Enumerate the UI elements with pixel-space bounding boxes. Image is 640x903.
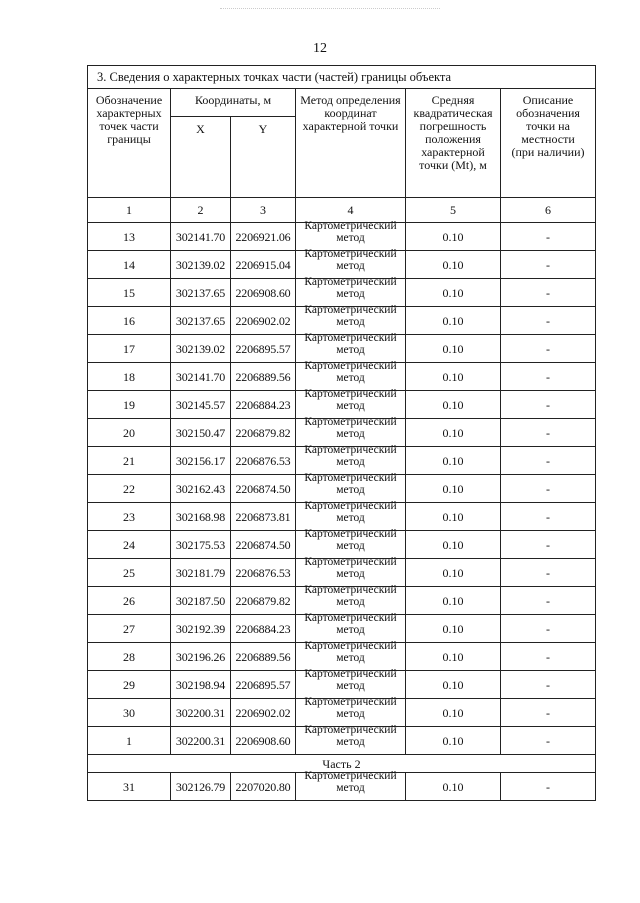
mean-square-error: 0.10 <box>406 773 501 801</box>
point-number: 21 <box>88 447 171 475</box>
mean-square-error: 0.10 <box>406 727 501 755</box>
point-description: - <box>501 671 596 699</box>
section-title: 3. Сведения о характерных точках части (частей) границы объекта <box>88 66 596 89</box>
coordinate-x: 302196.26 <box>171 643 231 671</box>
point-number: 23 <box>88 503 171 531</box>
table-row <box>88 391 596 419</box>
coordinate-x: 302198.94 <box>171 671 231 699</box>
mean-square-error: 0.10 <box>406 279 501 307</box>
column-number: 5 <box>406 198 501 223</box>
scan-artifact-line <box>220 8 440 9</box>
column-number: 3 <box>231 198 296 223</box>
method-text: Картометрический метод <box>304 388 397 412</box>
point-description: - <box>501 531 596 559</box>
method <box>296 770 406 801</box>
method-text: Картометрический метод <box>304 332 397 356</box>
table-row <box>88 223 596 251</box>
point-number: 20 <box>88 419 171 447</box>
header-method: Метод определения координат характерной точки <box>296 89 406 198</box>
header-point: Обозначение характерных точек части границы <box>88 89 171 198</box>
method <box>296 360 406 391</box>
method <box>296 696 406 727</box>
coordinate-x: 302139.02 <box>171 251 231 279</box>
header-error: Средняя квадратическая погрешность положения характерной точки (Mt), м <box>406 89 501 198</box>
mean-square-error: 0.10 <box>406 307 501 335</box>
method <box>296 472 406 503</box>
coordinate-y: 2206873.81 <box>231 503 296 531</box>
point-number: 24 <box>88 531 171 559</box>
table-row <box>88 307 596 335</box>
coordinate-x: 302141.70 <box>171 223 231 251</box>
coordinate-y: 2206908.60 <box>231 279 296 307</box>
point-description: - <box>501 335 596 363</box>
coordinate-x: 302139.02 <box>171 335 231 363</box>
method <box>296 248 406 279</box>
coordinate-y: 2206879.82 <box>231 587 296 615</box>
coordinate-x: 302168.98 <box>171 503 231 531</box>
point-number: 31 <box>88 773 171 801</box>
coordinate-x: 302145.57 <box>171 391 231 419</box>
coordinate-x: 302137.65 <box>171 307 231 335</box>
mean-square-error: 0.10 <box>406 643 501 671</box>
table-row <box>88 773 596 801</box>
point-number: 30 <box>88 699 171 727</box>
method <box>296 724 406 755</box>
method <box>296 584 406 615</box>
point-description: - <box>501 223 596 251</box>
point-description: - <box>501 391 596 419</box>
table-row <box>88 251 596 279</box>
mean-square-error: 0.10 <box>406 671 501 699</box>
method <box>296 444 406 475</box>
mean-square-error: 0.10 <box>406 251 501 279</box>
method <box>296 668 406 699</box>
coordinate-y: 2206884.23 <box>231 391 296 419</box>
coordinate-y: 2206915.04 <box>231 251 296 279</box>
point-number: 14 <box>88 251 171 279</box>
mean-square-error: 0.10 <box>406 223 501 251</box>
mean-square-error: 0.10 <box>406 419 501 447</box>
mean-square-error: 0.10 <box>406 475 501 503</box>
method-text: Картометрический метод <box>304 696 397 720</box>
coordinate-y: 2206876.53 <box>231 447 296 475</box>
method-text: Картометрический метод <box>304 640 397 664</box>
point-number: 28 <box>88 643 171 671</box>
method-text: Картометрический метод <box>304 724 397 748</box>
column-number: 6 <box>501 198 596 223</box>
part-label: Часть 2 <box>88 755 596 773</box>
coordinate-x: 302200.31 <box>171 699 231 727</box>
method-text: Картометрический метод <box>304 612 397 636</box>
method-text: Картометрический метод <box>304 472 397 496</box>
coordinate-x: 302141.70 <box>171 363 231 391</box>
method <box>296 388 406 419</box>
method-text: Картометрический метод <box>304 668 397 692</box>
method-text: Картометрический метод <box>304 584 397 608</box>
point-description: - <box>501 643 596 671</box>
method-text: Картометрический метод <box>304 416 397 440</box>
table-row <box>88 671 596 699</box>
mean-square-error: 0.10 <box>406 587 501 615</box>
method <box>296 276 406 307</box>
table-row <box>88 531 596 559</box>
method <box>296 640 406 671</box>
method-text: Картометрический метод <box>304 220 397 244</box>
coordinate-x: 302162.43 <box>171 475 231 503</box>
header-y: Y <box>231 117 296 198</box>
mean-square-error: 0.10 <box>406 699 501 727</box>
mean-square-error: 0.10 <box>406 503 501 531</box>
point-number: 18 <box>88 363 171 391</box>
point-number: 17 <box>88 335 171 363</box>
table-row <box>88 587 596 615</box>
method <box>296 500 406 531</box>
coordinate-x: 302181.79 <box>171 559 231 587</box>
point-description: - <box>501 615 596 643</box>
point-description: - <box>501 475 596 503</box>
method-text: Картометрический метод <box>304 556 397 580</box>
coordinate-y: 2206876.53 <box>231 559 296 587</box>
coordinate-x: 302175.53 <box>171 531 231 559</box>
table-row <box>88 559 596 587</box>
table-row <box>88 643 596 671</box>
method-text: Картометрический метод <box>304 360 397 384</box>
mean-square-error: 0.10 <box>406 335 501 363</box>
mean-square-error: 0.10 <box>406 559 501 587</box>
coordinate-y: 2206908.60 <box>231 727 296 755</box>
point-number: 13 <box>88 223 171 251</box>
table-row <box>88 727 596 755</box>
table-row <box>88 615 596 643</box>
point-number: 29 <box>88 671 171 699</box>
coordinate-x: 302187.50 <box>171 587 231 615</box>
column-number: 1 <box>88 198 171 223</box>
method <box>296 556 406 587</box>
point-number: 19 <box>88 391 171 419</box>
coordinate-y: 2206884.23 <box>231 615 296 643</box>
point-number: 25 <box>88 559 171 587</box>
column-number: 4 <box>296 198 406 223</box>
point-description: - <box>501 447 596 475</box>
point-description: - <box>501 587 596 615</box>
point-number: 26 <box>88 587 171 615</box>
header-x: X <box>171 117 231 198</box>
method <box>296 220 406 251</box>
method <box>296 416 406 447</box>
method-text: Картометрический метод <box>304 304 397 328</box>
coordinate-x: 302192.39 <box>171 615 231 643</box>
method <box>296 304 406 335</box>
point-description: - <box>501 363 596 391</box>
table-row <box>88 363 596 391</box>
coordinate-x: 302137.65 <box>171 279 231 307</box>
point-description: - <box>501 279 596 307</box>
method-text: Картометрический метод <box>304 444 397 468</box>
point-number: 1 <box>88 727 171 755</box>
coordinate-y: 2206889.56 <box>231 363 296 391</box>
method-text: Картометрический метод <box>304 248 397 272</box>
point-number: 22 <box>88 475 171 503</box>
coordinate-y: 2206921.06 <box>231 223 296 251</box>
coordinate-x: 302200.31 <box>171 727 231 755</box>
mean-square-error: 0.10 <box>406 447 501 475</box>
table-row <box>88 475 596 503</box>
table-row <box>88 699 596 727</box>
column-number-row <box>88 198 596 223</box>
header-description: Описание обозначения точки на местности (при наличии) <box>501 89 596 198</box>
coordinate-x: 302126.79 <box>171 773 231 801</box>
point-description: - <box>501 559 596 587</box>
point-description: - <box>501 773 596 801</box>
mean-square-error: 0.10 <box>406 615 501 643</box>
coordinate-y: 2206895.57 <box>231 335 296 363</box>
table-row <box>88 279 596 307</box>
point-description: - <box>501 419 596 447</box>
table-row <box>88 335 596 363</box>
mean-square-error: 0.10 <box>406 363 501 391</box>
method <box>296 332 406 363</box>
point-description: - <box>501 727 596 755</box>
boundary-points-table <box>87 65 596 801</box>
point-number: 15 <box>88 279 171 307</box>
point-description: - <box>501 307 596 335</box>
mean-square-error: 0.10 <box>406 531 501 559</box>
method <box>296 612 406 643</box>
coordinate-x: 302150.47 <box>171 419 231 447</box>
header-coordinates: Координаты, м <box>171 89 296 117</box>
coordinate-y: 2207020.80 <box>231 773 296 801</box>
method-text: Картометрический метод <box>304 770 397 794</box>
table-row <box>88 503 596 531</box>
coordinate-y: 2206889.56 <box>231 643 296 671</box>
point-description: - <box>501 699 596 727</box>
point-description: - <box>501 503 596 531</box>
coordinate-y: 2206874.50 <box>231 531 296 559</box>
method-text: Картометрический метод <box>304 528 397 552</box>
method-text: Картометрический метод <box>304 500 397 524</box>
page-number: 12 <box>313 41 327 56</box>
coordinate-y: 2206874.50 <box>231 475 296 503</box>
point-number: 27 <box>88 615 171 643</box>
point-number: 16 <box>88 307 171 335</box>
coordinate-y: 2206879.82 <box>231 419 296 447</box>
coordinate-y: 2206902.02 <box>231 307 296 335</box>
coordinate-y: 2206902.02 <box>231 699 296 727</box>
method-text: Картометрический метод <box>304 276 397 300</box>
column-number: 2 <box>171 198 231 223</box>
point-description: - <box>501 251 596 279</box>
mean-square-error: 0.10 <box>406 391 501 419</box>
coordinate-y: 2206895.57 <box>231 671 296 699</box>
table-row <box>88 419 596 447</box>
method <box>296 528 406 559</box>
coordinate-x: 302156.17 <box>171 447 231 475</box>
table-row <box>88 447 596 475</box>
